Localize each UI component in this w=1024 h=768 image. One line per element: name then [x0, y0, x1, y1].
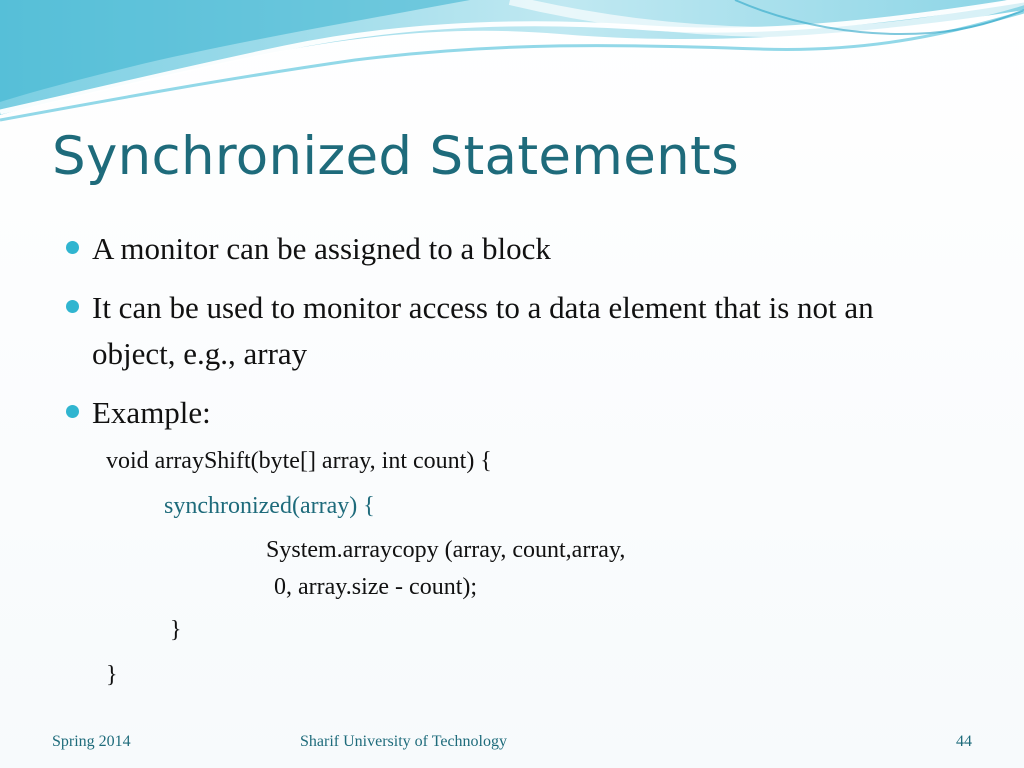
code-line-3: System.arraycopy (array, count,array,: [266, 537, 626, 563]
code-line-4: 0, array.size - count);: [274, 574, 478, 600]
code-line-6: }: [106, 662, 118, 688]
bullet-list: [64, 226, 964, 449]
bullet-icon: [66, 405, 79, 418]
footer-organization: Sharif University of Technology: [300, 733, 507, 750]
top-wave-decoration: [0, 0, 1024, 125]
code-line-2: synchronized(array) {: [164, 493, 375, 519]
bullet-icon: [66, 300, 79, 313]
bullet-item: [64, 226, 964, 272]
slide-title: Synchronized Statements: [52, 126, 740, 187]
bullet-item: [64, 390, 964, 436]
code-line-1: void arrayShift(byte[] array, int count) {: [106, 448, 492, 474]
bullet-text: A monitor can be assigned to a block: [92, 231, 551, 266]
footer-date: Spring 2014: [52, 733, 131, 750]
bullet-text: It can be used to monitor access to a data element that is not an object, e.g., array: [92, 290, 874, 371]
slide-number: 44: [956, 733, 972, 750]
bullet-icon: [66, 241, 79, 254]
bullet-text: Example:: [92, 395, 211, 430]
bullet-item: [64, 285, 964, 377]
code-line-5: }: [170, 617, 182, 643]
